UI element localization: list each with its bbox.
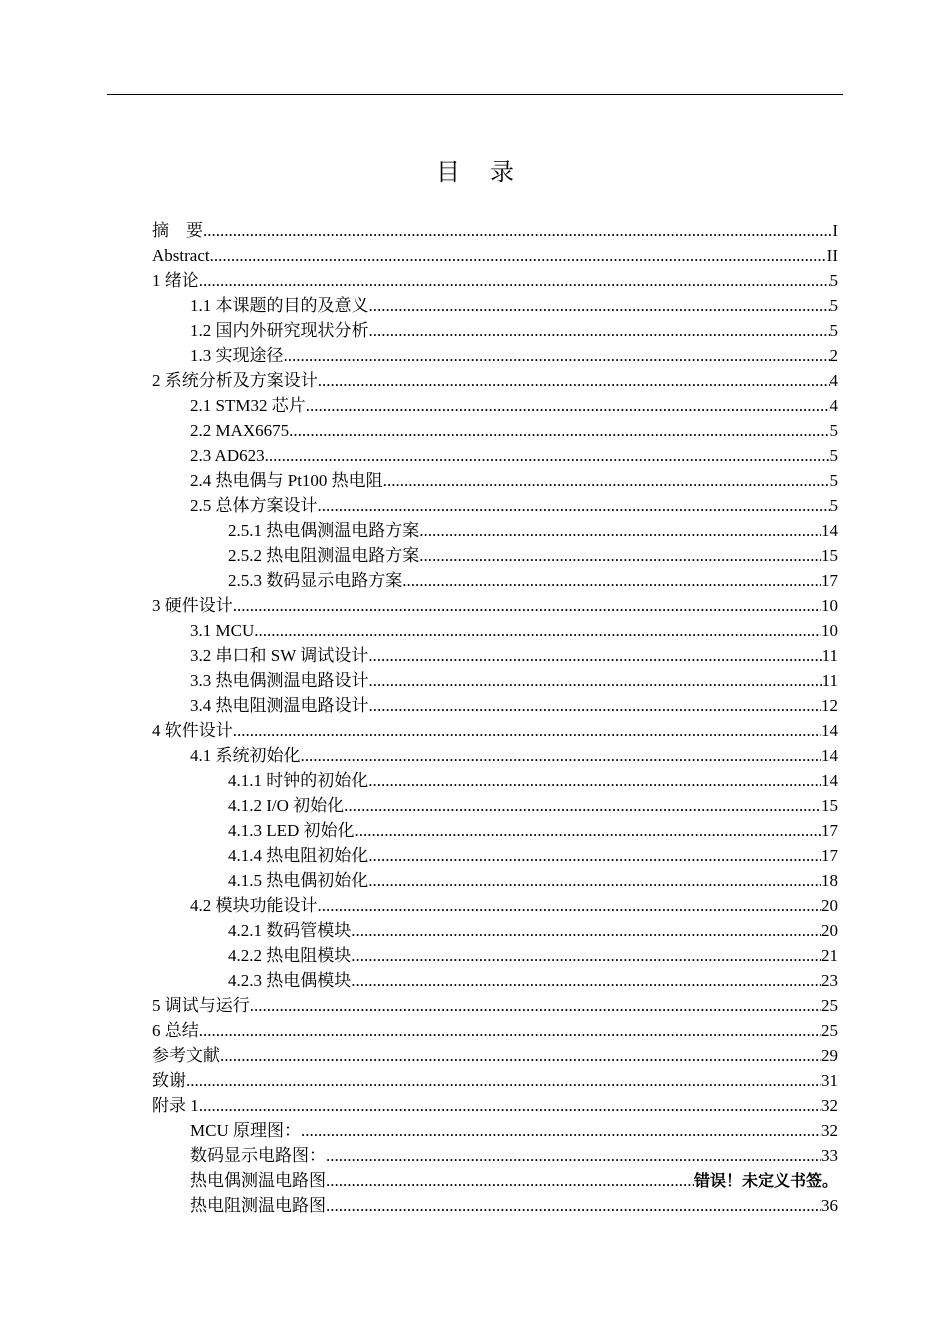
- toc-entry-page: 5: [829, 496, 838, 515]
- toc-entry[interactable]: [152, 268, 838, 293]
- toc-entry-page: 11: [821, 671, 838, 690]
- toc-entry-label: 1 绪论: [152, 271, 199, 290]
- toc-entry-page: 11: [821, 646, 838, 665]
- toc-entry-page: 5: [829, 271, 838, 290]
- toc-entry-label: 1.3 实现途径: [190, 346, 284, 365]
- toc-dot-leader: [326, 1168, 694, 1193]
- toc-entry-page: 31: [821, 1071, 838, 1090]
- toc-dot-leader: [369, 293, 830, 318]
- toc-dot-leader: [402, 568, 821, 593]
- toc-dot-leader: [419, 543, 821, 568]
- toc-entry-label: 2.2 MAX6675: [190, 421, 290, 440]
- toc-entry-label: 致谢: [152, 1071, 186, 1090]
- toc-entry-label: 参考文献: [152, 1046, 220, 1065]
- toc-dot-leader: [344, 793, 821, 818]
- toc-dot-leader: [318, 893, 822, 918]
- toc-entry-label: 6 总结: [152, 1021, 199, 1040]
- toc-title: [0, 152, 950, 187]
- toc-dot-leader: [383, 468, 830, 493]
- toc-entry[interactable]: [152, 543, 838, 568]
- toc-dot-leader: [199, 268, 830, 293]
- toc-entry[interactable]: [152, 493, 838, 518]
- toc-dot-leader: [250, 993, 821, 1018]
- toc-entry-label: 2.4 热电偶与 Pt100 热电阻: [190, 471, 383, 490]
- toc-dot-leader: [301, 1118, 821, 1143]
- toc-entry-label: 2 系统分析及方案设计: [152, 371, 318, 390]
- toc-entry-page: II: [826, 246, 838, 265]
- toc-entry-label: 1.2 国内外研究现状分析: [190, 321, 369, 340]
- toc-dot-leader: [326, 1143, 821, 1168]
- toc-dot-leader: [265, 443, 830, 468]
- toc-entry-label: 1.1 本课题的目的及意义: [190, 296, 369, 315]
- toc-entry[interactable]: [152, 868, 838, 893]
- toc-dot-leader: [368, 768, 821, 793]
- toc-entry-page: 10: [821, 621, 838, 640]
- toc-entry-page: 14: [821, 771, 838, 790]
- toc-entry-label: 2.3 AD623: [190, 446, 265, 465]
- toc-entry[interactable]: [152, 1043, 838, 1068]
- toc-entry-label: 附录 1: [152, 1096, 199, 1115]
- toc-dot-leader: [369, 668, 822, 693]
- toc-entry-page: 10: [821, 596, 838, 615]
- toc-entry-page: 25: [821, 996, 838, 1015]
- toc-entry-page: 14: [821, 721, 838, 740]
- toc-entry[interactable]: [152, 293, 838, 318]
- toc-entry-label: 4.2.2 热电阻模块: [228, 946, 352, 965]
- toc-entry-label: 数码显示电路图：: [190, 1146, 326, 1165]
- toc-entry-label: 3.1 MCU: [190, 621, 255, 640]
- toc-entry-label: 4.1.3 LED 初始化: [228, 821, 355, 840]
- toc-dot-leader: [254, 618, 821, 643]
- toc-entry[interactable]: [152, 393, 838, 418]
- toc-entry[interactable]: [152, 1018, 838, 1043]
- toc-entry-page: 33: [821, 1146, 838, 1165]
- toc-entry-label: 4 软件设计: [152, 721, 233, 740]
- toc-entry-page: 17: [821, 846, 838, 865]
- toc-entry-label: 2.5.1 热电偶测温电路方案: [228, 521, 420, 540]
- toc-entry-page: 5: [829, 321, 838, 340]
- toc-entry-label: 4.1.4 热电阻初始化: [228, 846, 369, 865]
- toc-entry-page: I: [832, 221, 838, 240]
- toc-entry[interactable]: [152, 743, 838, 768]
- toc-entry-label: 热电阻测温电路图: [190, 1196, 326, 1215]
- toc-entry-label: 2.1 STM32 芯片: [190, 396, 306, 415]
- toc-dot-leader: [419, 518, 821, 543]
- toc-entry-page: 5: [829, 421, 838, 440]
- toc-entry-label: 3 硬件设计: [152, 596, 233, 615]
- toc-entry[interactable]: [152, 668, 838, 693]
- toc-title-part2: 录: [490, 158, 514, 186]
- toc-entry-label: 2.5.2 热电阻测温电路方案: [228, 546, 420, 565]
- toc-entry[interactable]: [152, 1118, 838, 1143]
- toc-entry-label: 热电偶测温电路图: [190, 1171, 326, 1190]
- toc-dot-leader: [318, 493, 830, 518]
- toc-entry-page: 2: [829, 346, 838, 365]
- toc-entry[interactable]: [152, 1068, 838, 1093]
- toc-entry-label: 4.2.1 数码管模块: [228, 921, 352, 940]
- table-of-contents: [152, 218, 838, 1218]
- toc-entry-label: 4.2 模块功能设计: [190, 896, 318, 915]
- toc-entry-page: 4: [829, 371, 838, 390]
- toc-entry[interactable]: [152, 343, 838, 368]
- toc-entry[interactable]: [152, 718, 838, 743]
- toc-entry[interactable]: [152, 818, 838, 843]
- toc-dot-leader: [351, 968, 821, 993]
- toc-entry[interactable]: [152, 218, 838, 243]
- toc-entry-page: 17: [821, 821, 838, 840]
- toc-entry-page: 5: [829, 446, 838, 465]
- toc-entry[interactable]: [152, 368, 838, 393]
- toc-entry[interactable]: [152, 1143, 838, 1168]
- toc-entry-label: 4.1.2 I/O 初始化: [228, 796, 345, 815]
- toc-entry-label: 3.3 热电偶测温电路设计: [190, 671, 369, 690]
- toc-entry[interactable]: [152, 518, 838, 543]
- toc-dot-leader: [351, 918, 821, 943]
- toc-entry-page: 23: [821, 971, 838, 990]
- toc-entry[interactable]: [152, 793, 838, 818]
- toc-entry-page: 18: [821, 871, 838, 890]
- toc-dot-leader: [301, 743, 822, 768]
- toc-dot-leader: [233, 593, 821, 618]
- toc-entry-label: 3.4 热电阻测温电路设计: [190, 696, 369, 715]
- toc-entry-page: 5: [829, 471, 838, 490]
- toc-entry[interactable]: [152, 893, 838, 918]
- toc-entry-error-text: 错误！未定义书签。: [693, 1171, 838, 1190]
- toc-entry[interactable]: [152, 593, 838, 618]
- toc-dot-leader: [368, 643, 821, 668]
- toc-entry-page: 15: [821, 546, 838, 565]
- toc-entry-page: 14: [821, 521, 838, 540]
- toc-dot-leader: [284, 343, 830, 368]
- toc-dot-leader: [351, 943, 821, 968]
- toc-entry-label: 3.2 串口和 SW 调试设计: [190, 646, 369, 665]
- toc-entry[interactable]: [152, 693, 838, 718]
- toc-entry-page: 20: [821, 896, 838, 915]
- toc-entry-page: 32: [821, 1121, 838, 1140]
- toc-entry-label: 4.1 系统初始化: [190, 746, 301, 765]
- toc-dot-leader: [203, 218, 832, 243]
- toc-dot-leader: [186, 1068, 821, 1093]
- toc-entry-label: 4.1.1 时钟的初始化: [228, 771, 369, 790]
- toc-entry-page: 14: [821, 746, 838, 765]
- toc-entry-page: 32: [821, 1096, 838, 1115]
- toc-entry-label: MCU 原理图：: [190, 1121, 301, 1140]
- toc-entry[interactable]: [152, 968, 838, 993]
- toc-dot-leader: [326, 1193, 821, 1218]
- toc-entry-label: 2.5.3 数码显示电路方案: [228, 571, 403, 590]
- toc-dot-leader: [220, 1043, 821, 1068]
- toc-dot-leader: [199, 1018, 821, 1043]
- toc-dot-leader: [306, 393, 830, 418]
- toc-entry-page: 4: [829, 396, 838, 415]
- toc-entry[interactable]: [152, 468, 838, 493]
- header-rule: [107, 94, 843, 95]
- toc-dot-leader: [368, 868, 821, 893]
- toc-entry-page: 12: [821, 696, 838, 715]
- toc-entry[interactable]: [152, 843, 838, 868]
- toc-entry-page: 29: [821, 1046, 838, 1065]
- toc-entry[interactable]: [152, 1193, 838, 1218]
- toc-title-part1: 目: [436, 158, 460, 186]
- toc-entry-label: Abstract: [152, 246, 210, 265]
- toc-entry[interactable]: [152, 943, 838, 968]
- toc-entry-page: 15: [821, 796, 838, 815]
- toc-entry[interactable]: [152, 443, 838, 468]
- toc-entry-label: 摘 要: [152, 221, 203, 240]
- toc-entry-page: 36: [821, 1196, 838, 1215]
- toc-entry-label: 5 调试与运行: [152, 996, 250, 1015]
- toc-dot-leader: [369, 318, 830, 343]
- toc-dot-leader: [355, 818, 821, 843]
- toc-entry[interactable]: [152, 918, 838, 943]
- toc-entry[interactable]: [152, 643, 838, 668]
- toc-dot-leader: [233, 718, 821, 743]
- toc-entry-page: 25: [821, 1021, 838, 1040]
- toc-entry[interactable]: [152, 993, 838, 1018]
- toc-entry-label: 4.2.3 热电偶模块: [228, 971, 352, 990]
- toc-entry[interactable]: [152, 568, 838, 593]
- toc-entry-page: 17: [821, 571, 838, 590]
- toc-entry-page: 20: [821, 921, 838, 940]
- toc-entry-label: 4.1.5 热电偶初始化: [228, 871, 369, 890]
- toc-entry[interactable]: [152, 1168, 838, 1193]
- toc-entry[interactable]: [152, 418, 838, 443]
- toc-dot-leader: [210, 243, 827, 268]
- toc-entry[interactable]: [152, 1093, 838, 1118]
- toc-dot-leader: [368, 843, 821, 868]
- toc-entry-page: 21: [821, 946, 838, 965]
- toc-entry-label: 2.5 总体方案设计: [190, 496, 318, 515]
- toc-dot-leader: [199, 1093, 821, 1118]
- toc-dot-leader: [318, 368, 830, 393]
- toc-dot-leader: [289, 418, 829, 443]
- toc-entry[interactable]: [152, 618, 838, 643]
- toc-entry[interactable]: [152, 318, 838, 343]
- toc-dot-leader: [369, 693, 822, 718]
- toc-entry[interactable]: [152, 768, 838, 793]
- toc-entry-page: 5: [829, 296, 838, 315]
- toc-entry[interactable]: [152, 243, 838, 268]
